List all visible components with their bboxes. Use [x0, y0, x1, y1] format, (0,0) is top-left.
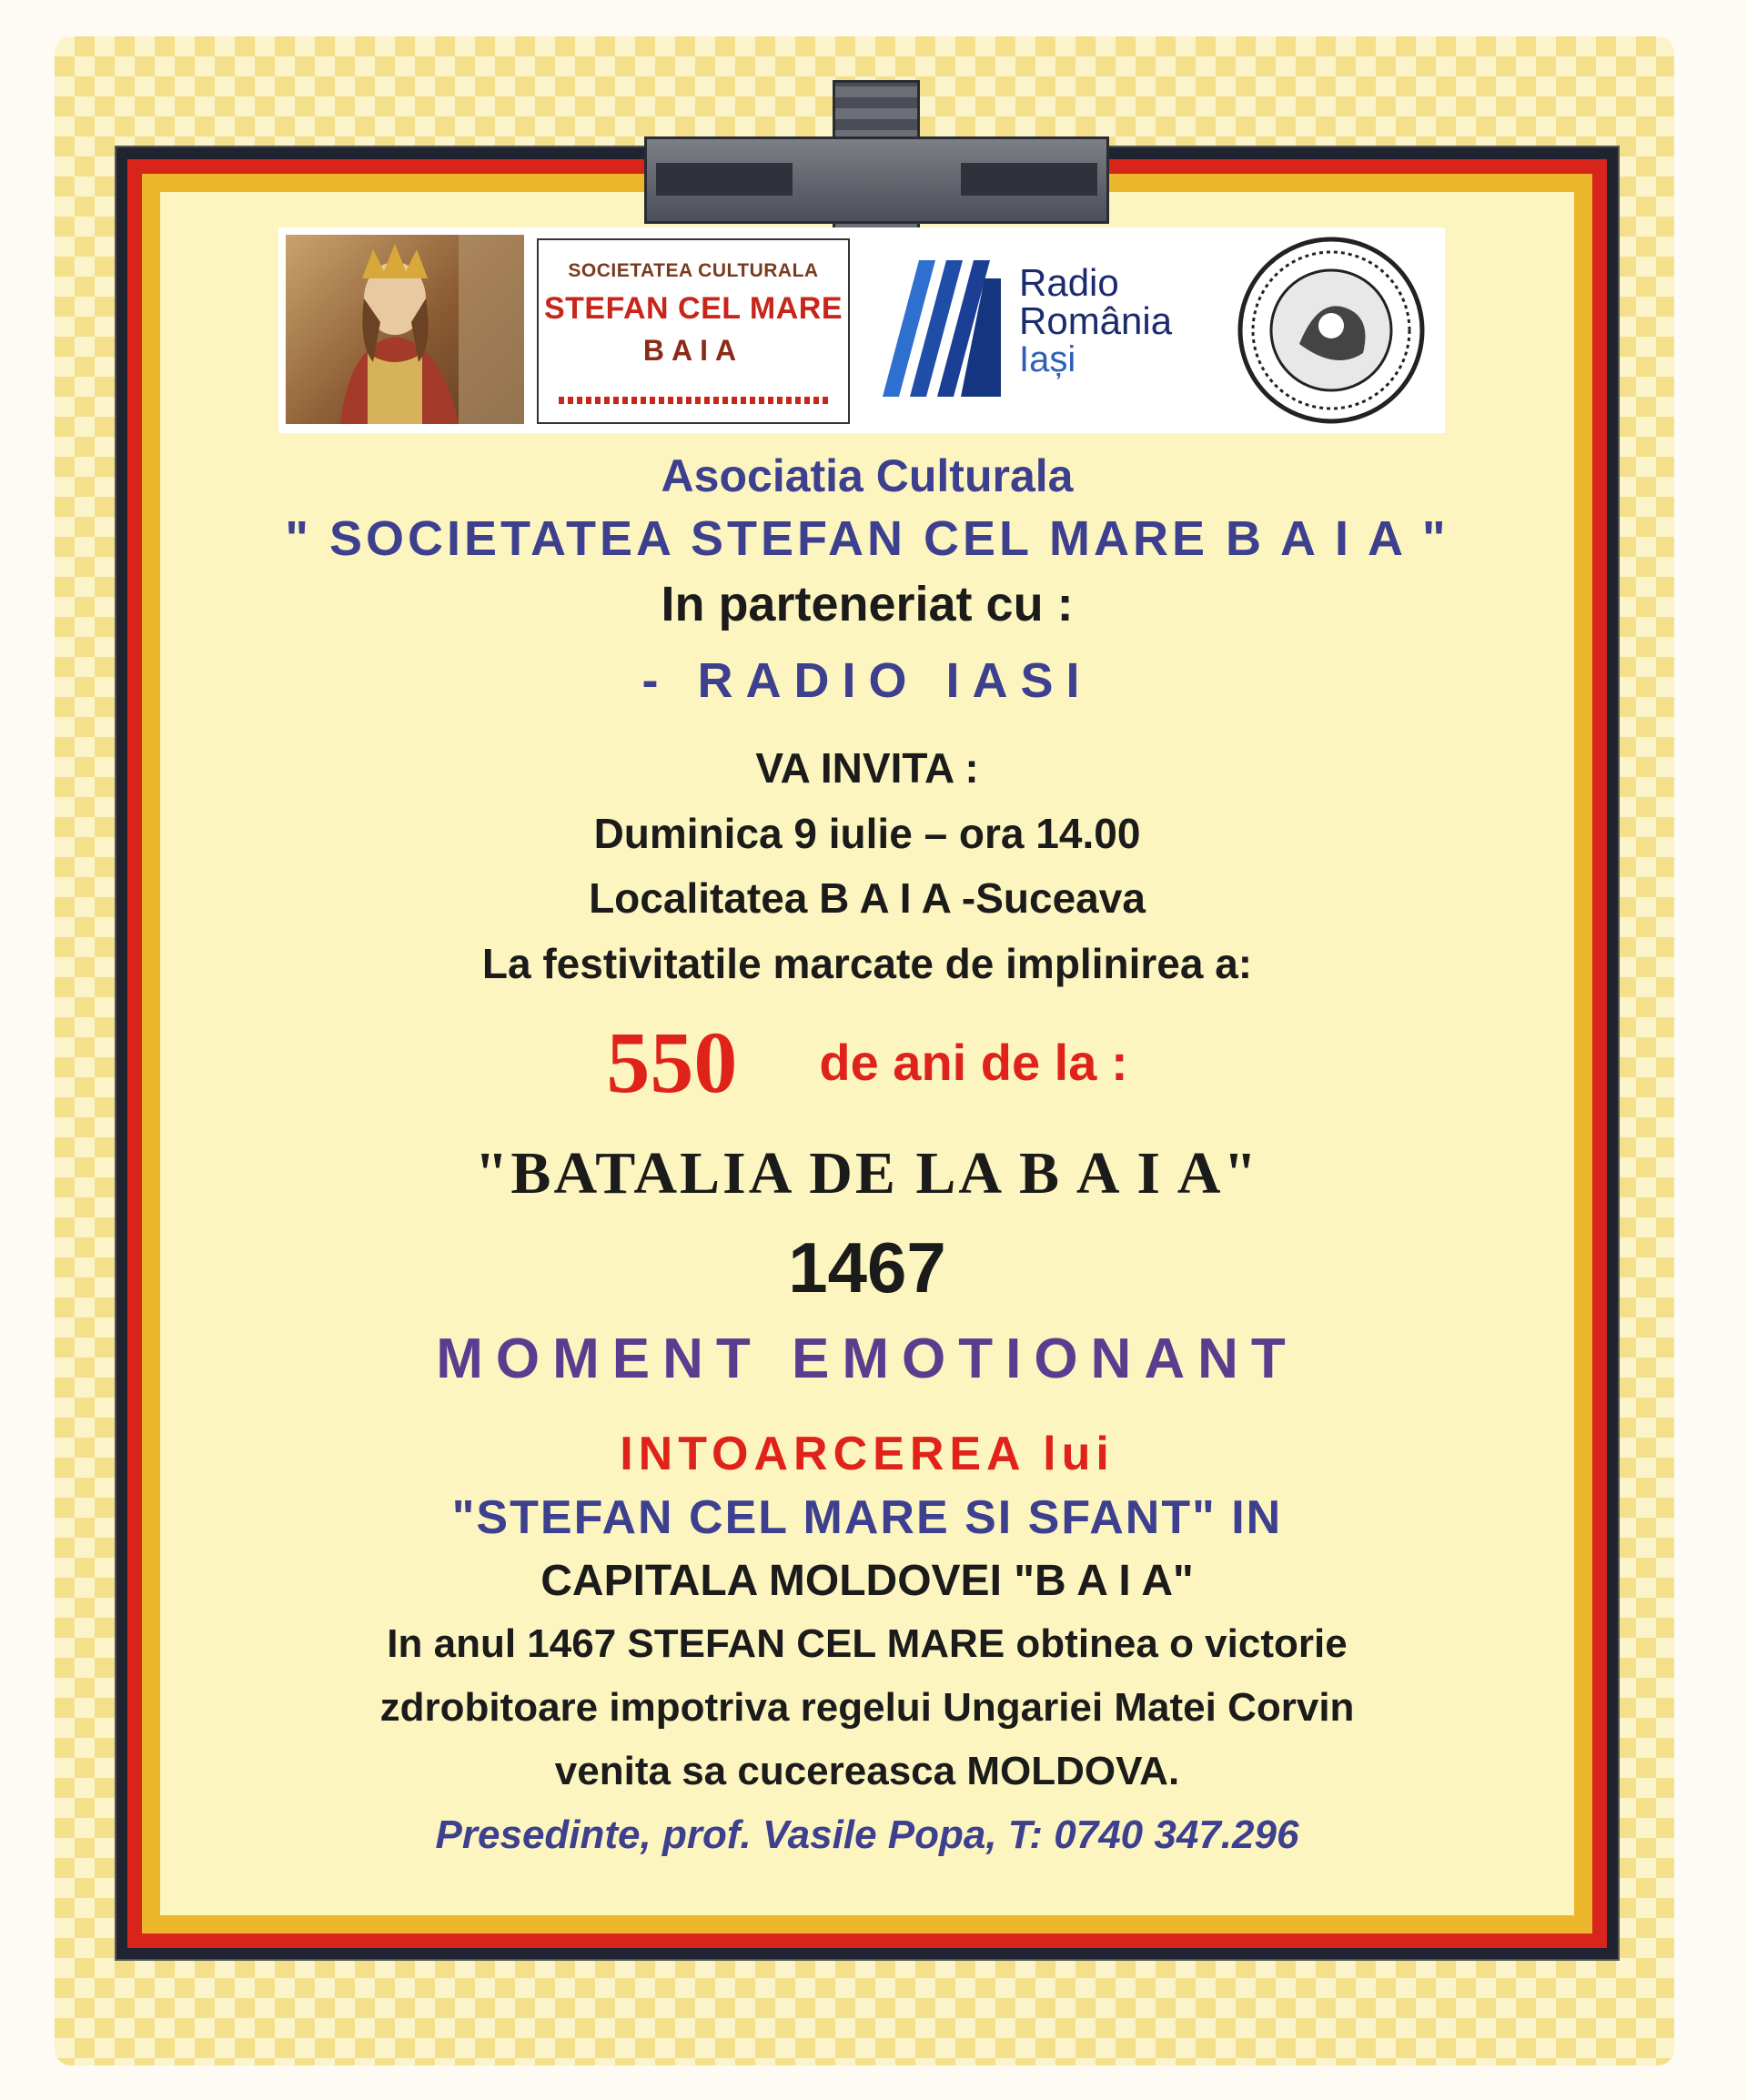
invitation-heading: VA INVITA :: [755, 744, 979, 792]
top-plaque: [644, 136, 1109, 224]
radio-logo-line2: România: [1019, 299, 1173, 342]
plaque-right-tab: [961, 163, 1097, 196]
history-paragraph-line3: venita sa cucereasca MOLDOVA.: [554, 1749, 1180, 1793]
portrait-figure-icon: [286, 235, 524, 424]
history-paragraph-line1: In anul 1467 STEFAN CEL MARE obtinea o victorie: [387, 1621, 1348, 1666]
anniversary-line: [160, 1012, 1574, 1113]
moment-heading: MOMENT EMOTIONANT: [436, 1328, 1298, 1390]
society-logo-ornament: [559, 397, 828, 404]
partner-name: - RADIO IASI: [641, 653, 1093, 708]
festivities-text: La festivitatile marcate de implinirea a:: [481, 940, 1253, 987]
seal-emblem-icon: [1236, 235, 1427, 426]
battle-year: 1467: [788, 1227, 946, 1307]
association-title: Asociatia Culturala: [661, 450, 1074, 501]
anniversary-number: 550: [606, 1014, 738, 1111]
capital-line: CAPITALA MOLDOVEI "B A I A": [540, 1557, 1194, 1605]
radio-romania-logo-text: [1019, 261, 1173, 379]
society-logo-line1: SOCIETATEA CULTURALA: [568, 260, 819, 281]
event-location: Localitatea B A I A -Suceava: [589, 874, 1146, 922]
history-paragraph-line2: zdrobitoare impotriva regelui Ungariei Matei Corvin: [379, 1685, 1355, 1730]
plaque-left-tab: [656, 163, 793, 196]
event-date: Duminica 9 iulie – ora 14.00: [593, 810, 1141, 857]
radio-logo-line3: Iași: [1019, 339, 1076, 379]
society-logo: [537, 238, 850, 424]
partnership-label: In parteneriat cu :: [661, 577, 1074, 631]
society-name: " SOCIETATEA STEFAN CEL MARE B A I A ": [285, 511, 1449, 566]
radio-stripes-icon: [883, 260, 1001, 397]
radio-logo-line1: Radio: [1019, 261, 1119, 304]
portrait-image: [286, 235, 524, 424]
logo-strip: [278, 227, 1445, 433]
return-heading: INTOARCEREA lui: [620, 1428, 1115, 1480]
anniversary-text: de ani de la :: [819, 1034, 1128, 1091]
battle-title: "BATALIA DE LA B A I A": [474, 1140, 1260, 1206]
stefan-line: "STEFAN CEL MARE SI SFANT" IN: [451, 1491, 1283, 1544]
society-logo-line2: STEFAN CEL MARE: [543, 291, 843, 326]
society-logo-line3: BAIA: [642, 334, 744, 367]
president-contact: Presedinte, prof. Vasile Popa, T: 0740 347.296: [435, 1812, 1299, 1857]
